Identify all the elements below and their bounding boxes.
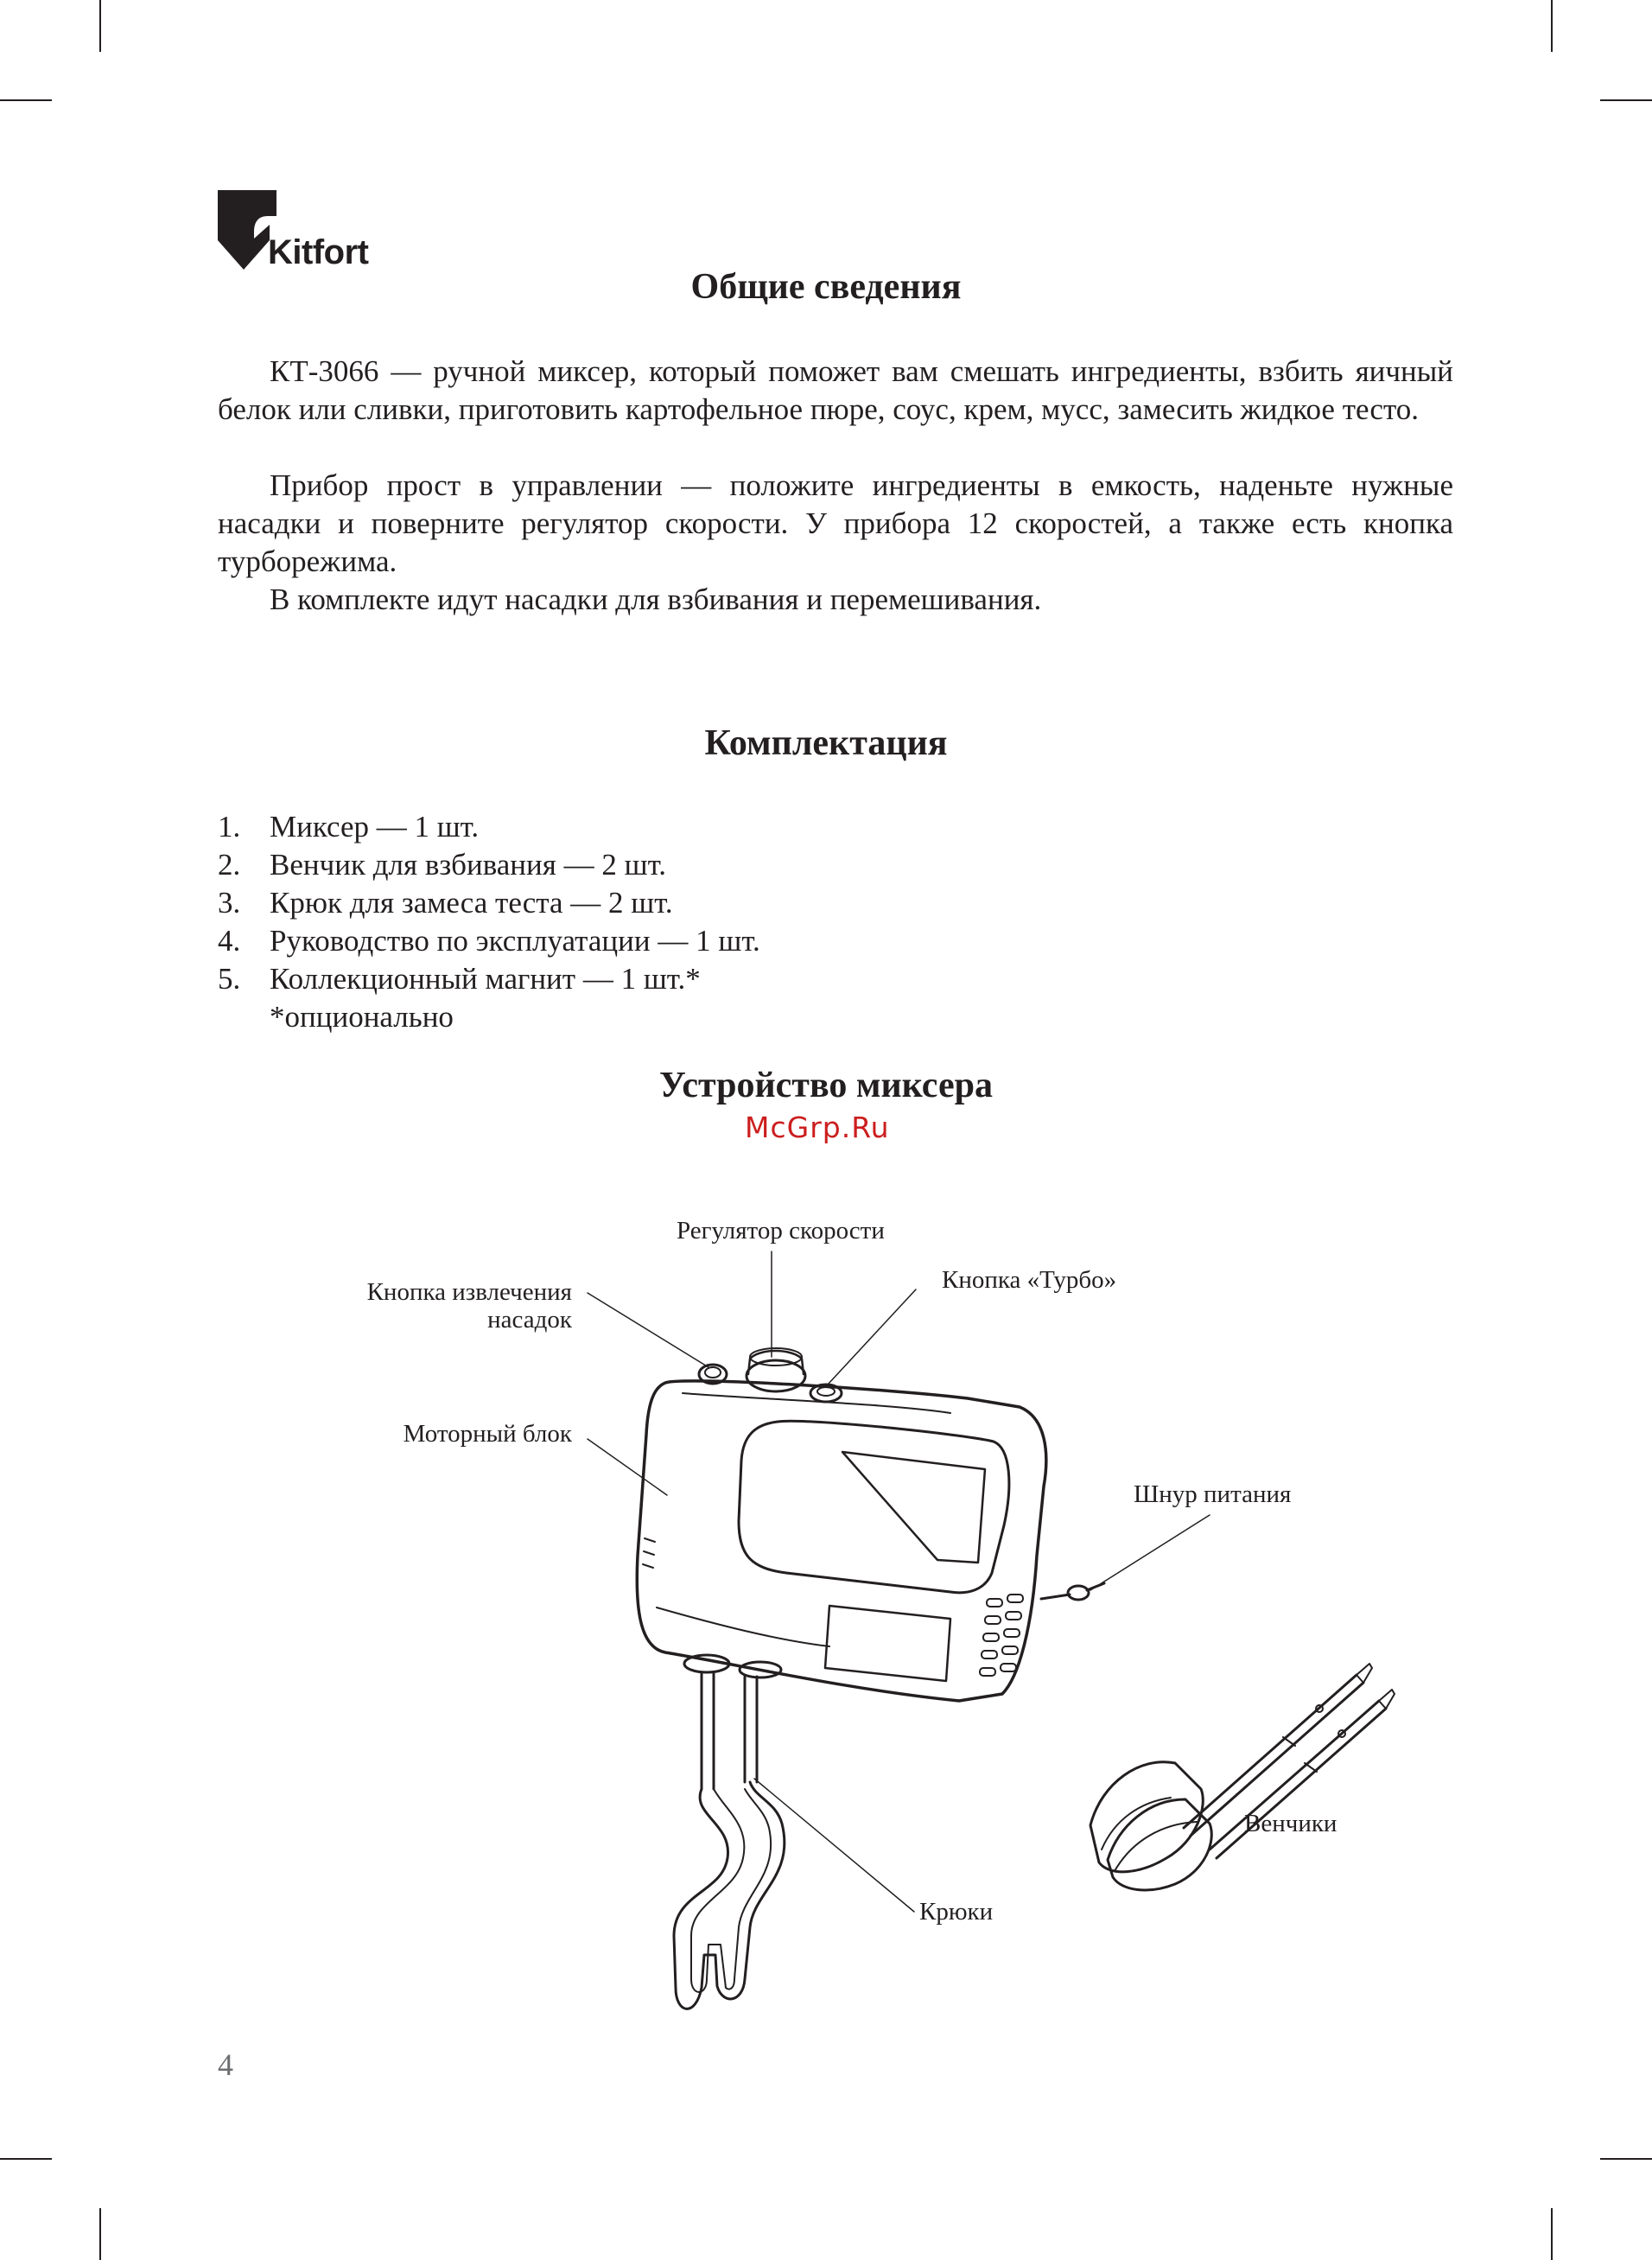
crop-mark [1600, 2158, 1652, 2160]
crop-mark [99, 0, 101, 52]
optional-note: *опционально [270, 1000, 454, 1034]
list-item: 1. Миксер — 1 шт. [218, 810, 480, 844]
list-item: 4. Руководство по эксплуатации — 1 шт. [218, 924, 760, 958]
list-item: 5. Коллекционный магнит — 1 шт.* [218, 962, 701, 996]
page-number: 4 [218, 2047, 233, 2082]
crop-mark [0, 99, 52, 101]
package-title: Комплектация [704, 723, 948, 763]
brand-logo [218, 190, 391, 277]
general-paragraph-2: Прибор прост в управлении — положите ингредиенты в емкость, наденьте нужные насадки и поверните регулятор скорости. У прибора 12 скоростей, а также есть кнопка турборежима. [218, 468, 1453, 578]
crop-mark [1551, 2208, 1553, 2260]
crop-mark [1600, 99, 1652, 101]
package-list [218, 808, 760, 998]
label-turbo-button: Кнопка «Турбо» [942, 1266, 1117, 1294]
device-title: Устройство миксера [659, 1066, 993, 1105]
label-motor-block: Моторный блок [403, 1420, 572, 1448]
crop-mark [1551, 0, 1553, 52]
general-paragraph-1: КТ-3066 — ручной миксер, который поможет вам смешать ингредиенты, взбить яичный белок или сливки, приготовить картофельное пюре, соус, крем, мусс, замесить жидкое тесто. [218, 354, 1453, 426]
general-title: Общие сведения [690, 267, 962, 307]
label-hooks: Крюки [919, 1898, 994, 1926]
mixer-illustration [0, 1193, 1652, 2040]
brand-name: Kitfort [268, 233, 369, 271]
general-paragraph-3: В комплекте идут насадки для взбивания и перемешивания. [270, 583, 1042, 616]
watermark: McGrp.Ru [745, 1111, 890, 1144]
label-power-cord: Шнур питания [1134, 1480, 1292, 1508]
mixer-diagram [0, 1193, 1652, 2040]
list-item: 2. Венчик для взбивания — 2 шт. [218, 848, 666, 882]
label-eject-button-line1: Кнопка извлечения [366, 1278, 572, 1306]
crop-mark [99, 2208, 101, 2260]
label-eject-button-line2: насадок [487, 1306, 572, 1334]
label-whisks: Венчики [1244, 1810, 1337, 1837]
crop-mark [0, 2158, 52, 2160]
label-speed-regulator: Регулятор скорости [677, 1217, 885, 1245]
list-item: 3. Крюк для замеса теста — 2 шт. [218, 886, 673, 920]
